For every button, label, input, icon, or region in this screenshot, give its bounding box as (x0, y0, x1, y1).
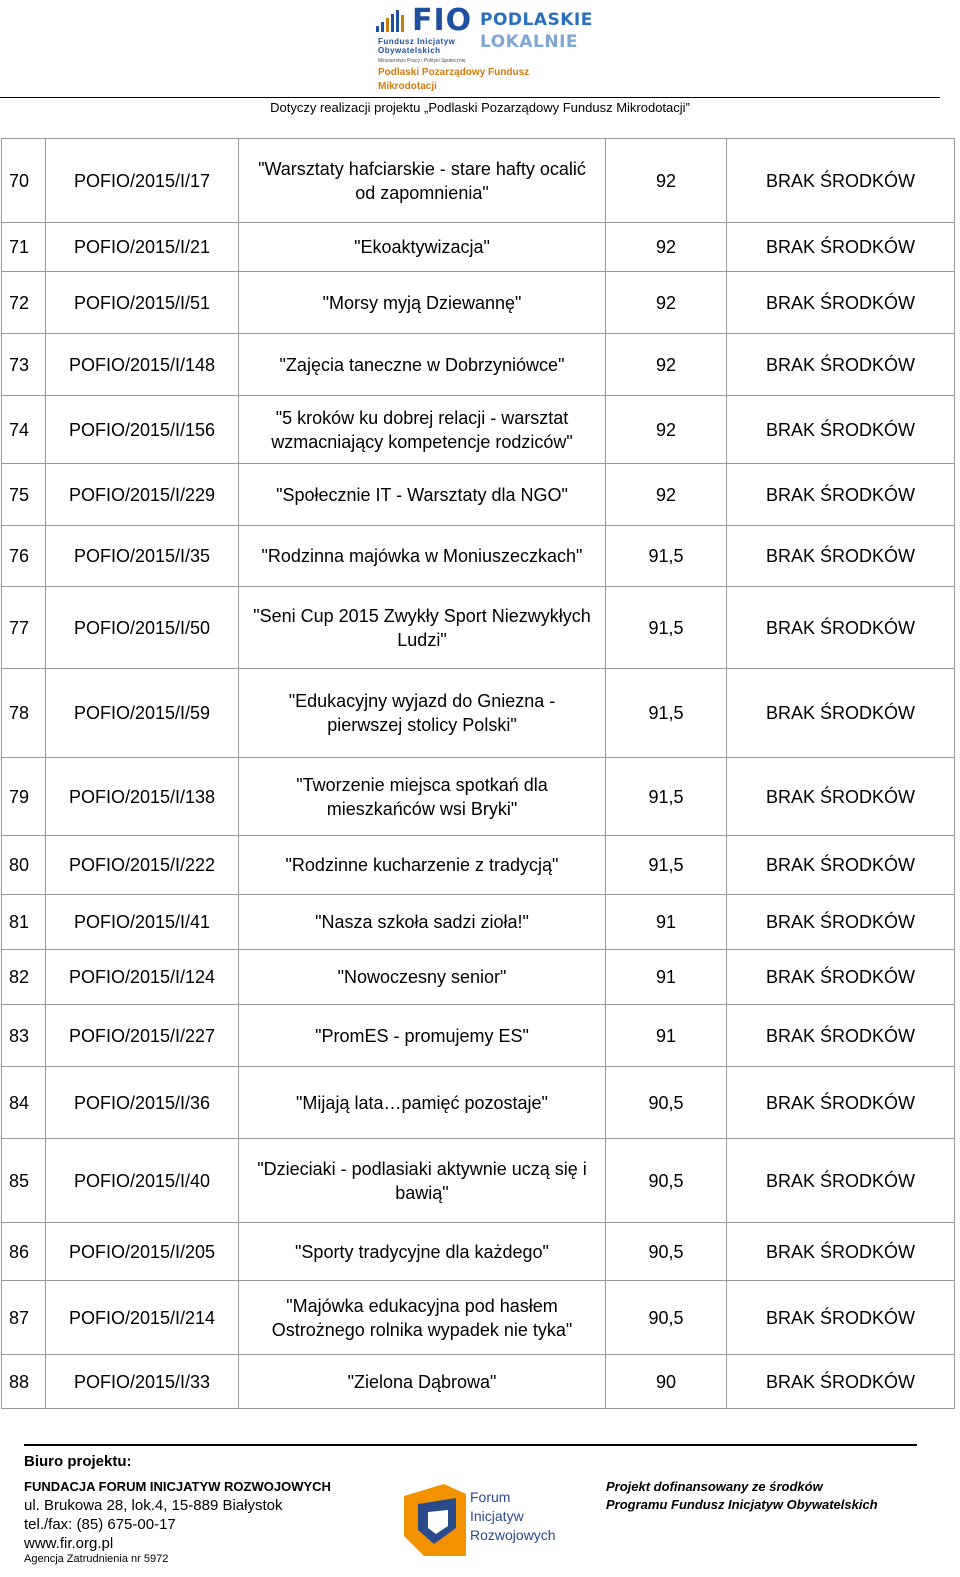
project-title-cell: "PromES - promujemy ES" (239, 1005, 606, 1067)
fir-logo-text (470, 1488, 556, 1545)
score-cell: 91,5 (606, 526, 727, 587)
row-number-cell: 84 (2, 1067, 46, 1139)
fir-logo-line3: Rozwojowych (470, 1527, 556, 1543)
application-id-cell: POFIO/2015/I/214 (46, 1281, 239, 1355)
status-cell: BRAK ŚRODKÓW (727, 1139, 955, 1223)
application-id-cell: POFIO/2015/I/35 (46, 526, 239, 587)
project-title-cell: "Zielona Dąbrowa" (239, 1355, 606, 1409)
status-cell: BRAK ŚRODKÓW (727, 1067, 955, 1139)
fir-logo-line1: Forum (470, 1489, 511, 1505)
score-cell: 92 (606, 272, 727, 334)
application-id-cell: POFIO/2015/I/41 (46, 895, 239, 950)
application-id-cell: POFIO/2015/I/21 (46, 223, 239, 272)
table-row (2, 223, 955, 272)
table-row (2, 1067, 955, 1139)
status-cell: BRAK ŚRODKÓW (727, 1281, 955, 1355)
table-row (2, 139, 955, 223)
table-row (2, 1223, 955, 1281)
score-cell: 90,5 (606, 1067, 727, 1139)
table-row (2, 669, 955, 758)
application-id-cell: POFIO/2015/I/148 (46, 334, 239, 396)
table-row (2, 758, 955, 836)
row-number-cell: 81 (2, 895, 46, 950)
footer-divider (24, 1444, 917, 1446)
status-cell: BRAK ŚRODKÓW (727, 334, 955, 396)
application-id-cell: POFIO/2015/I/138 (46, 758, 239, 836)
project-title-cell: "Zajęcia taneczne w Dobrzyniówce" (239, 334, 606, 396)
score-cell: 92 (606, 223, 727, 272)
status-cell: BRAK ŚRODKÓW (727, 223, 955, 272)
application-id-cell: POFIO/2015/I/156 (46, 396, 239, 464)
project-title-cell: "Rodzinne kucharzenie z tradycją" (239, 836, 606, 895)
status-cell: BRAK ŚRODKÓW (727, 669, 955, 758)
score-cell: 91,5 (606, 758, 727, 836)
project-title-cell: "Dzieciaki - podlasiaki aktywnie uczą się i bawią" (239, 1139, 606, 1223)
footer-project-line2: Programu Fundusz Inicjatyw Obywatelskich (606, 1497, 878, 1512)
table-row (2, 526, 955, 587)
score-cell: 91,5 (606, 669, 727, 758)
row-number-cell: 74 (2, 396, 46, 464)
project-title-cell: "Morsy myją Dziewannę" (239, 272, 606, 334)
score-cell: 91 (606, 950, 727, 1005)
application-id-cell: POFIO/2015/I/36 (46, 1067, 239, 1139)
project-title-cell: "Nowoczesny senior" (239, 950, 606, 1005)
project-title-cell: "Majówka edukacyjna pod hasłem Ostrożnego rolnika wypadek nie tyka" (239, 1281, 606, 1355)
logo-podlaskie-text: PODLASKIE (480, 10, 593, 30)
row-number-cell: 80 (2, 836, 46, 895)
row-number-cell: 88 (2, 1355, 46, 1409)
project-title-cell: "5 kroków ku dobrej relacji - warsztat wzmacniający kompetencje rodziców" (239, 396, 606, 464)
application-id-cell: POFIO/2015/I/229 (46, 464, 239, 526)
application-id-cell: POFIO/2015/I/33 (46, 1355, 239, 1409)
row-number-cell: 70 (2, 139, 46, 223)
application-id-cell: POFIO/2015/I/227 (46, 1005, 239, 1067)
row-number-cell: 76 (2, 526, 46, 587)
project-title-cell: "Rodzinna majówka w Moniuszeczkach" (239, 526, 606, 587)
table-row (2, 1355, 955, 1409)
signal-bars-icon (376, 10, 410, 32)
application-id-cell: POFIO/2015/I/50 (46, 587, 239, 669)
table-row (2, 334, 955, 396)
fir-emblem-icon (404, 1484, 466, 1556)
application-id-cell: POFIO/2015/I/124 (46, 950, 239, 1005)
application-id-cell: POFIO/2015/I/40 (46, 1139, 239, 1223)
project-title-cell: "Ekoaktywizacja" (239, 223, 606, 272)
status-cell: BRAK ŚRODKÓW (727, 1005, 955, 1067)
logo-tagline: Podlaski Pozarządowy Fundusz Mikrodotacji (378, 67, 530, 92)
project-title-cell: "Nasza szkoła sadzi zioła!" (239, 895, 606, 950)
footer-office-heading: Biuro projektu: (24, 1453, 132, 1470)
table-row (2, 895, 955, 950)
row-number-cell: 72 (2, 272, 46, 334)
score-cell: 91,5 (606, 587, 727, 669)
row-number-cell: 77 (2, 587, 46, 669)
project-title-cell: "Społecznie IT - Warsztaty dla NGO" (239, 464, 606, 526)
application-id-cell: POFIO/2015/I/51 (46, 272, 239, 334)
score-cell: 92 (606, 334, 727, 396)
score-cell: 91,5 (606, 836, 727, 895)
status-cell: BRAK ŚRODKÓW (727, 1223, 955, 1281)
header-divider (0, 97, 940, 98)
logo-lokalnie-text: LOKALNIE (480, 32, 579, 52)
application-id-cell: POFIO/2015/I/205 (46, 1223, 239, 1281)
table-row (2, 396, 955, 464)
logo-subtitle: Fundusz Inicjatyw Obywatelskich (378, 37, 456, 55)
table-row (2, 1281, 955, 1355)
application-id-cell: POFIO/2015/I/222 (46, 836, 239, 895)
project-title-cell: "Mijają lata…pamięć pozostaje" (239, 1067, 606, 1139)
project-title-cell: "Sporty tradycyjne dla każdego" (239, 1223, 606, 1281)
application-id-cell: POFIO/2015/I/59 (46, 669, 239, 758)
status-cell: BRAK ŚRODKÓW (727, 895, 955, 950)
status-cell: BRAK ŚRODKÓW (727, 464, 955, 526)
footer-phone: tel./fax: (85) 675-00-17 (24, 1516, 176, 1533)
status-cell: BRAK ŚRODKÓW (727, 587, 955, 669)
status-cell: BRAK ŚRODKÓW (727, 272, 955, 334)
score-cell: 92 (606, 139, 727, 223)
status-cell: BRAK ŚRODKÓW (727, 1355, 955, 1409)
status-cell: BRAK ŚRODKÓW (727, 950, 955, 1005)
project-title-cell: "Tworzenie miejsca spotkań dla mieszkańców wsi Bryki" (239, 758, 606, 836)
row-number-cell: 83 (2, 1005, 46, 1067)
row-number-cell: 79 (2, 758, 46, 836)
score-cell: 92 (606, 396, 727, 464)
footer-agency: Agencja Zatrudnienia nr 5972 (24, 1553, 169, 1565)
row-number-cell: 87 (2, 1281, 46, 1355)
row-number-cell: 71 (2, 223, 46, 272)
score-cell: 90,5 (606, 1281, 727, 1355)
header-caption: Dotyczy realizacji projektu „Podlaski Pozarządowy Fundusz Mikrodotacji” (270, 100, 690, 115)
row-number-cell: 73 (2, 334, 46, 396)
application-id-cell: POFIO/2015/I/17 (46, 139, 239, 223)
row-number-cell: 75 (2, 464, 46, 526)
fir-logo (404, 1484, 554, 1556)
table-row (2, 464, 955, 526)
score-cell: 90 (606, 1355, 727, 1409)
row-number-cell: 82 (2, 950, 46, 1005)
table-row (2, 950, 955, 1005)
footer-organization: FUNDACJA FORUM INICJATYW ROZWOJOWYCH (24, 1479, 331, 1494)
table-row (2, 1139, 955, 1223)
status-cell: BRAK ŚRODKÓW (727, 396, 955, 464)
status-cell: BRAK ŚRODKÓW (727, 758, 955, 836)
status-cell: BRAK ŚRODKÓW (727, 139, 955, 223)
results-table (1, 138, 955, 1409)
project-title-cell: "Edukacyjny wyjazd do Gniezna - pierwszej stolicy Polski" (239, 669, 606, 758)
fio-podlaskie-logo (376, 3, 593, 92)
score-cell: 90,5 (606, 1139, 727, 1223)
score-cell: 91 (606, 895, 727, 950)
logo-fio-text: FIO (412, 3, 473, 38)
footer-project-line1: Projekt dofinansowany ze środków (606, 1479, 823, 1494)
status-cell: BRAK ŚRODKÓW (727, 836, 955, 895)
table-row (2, 1005, 955, 1067)
score-cell: 90,5 (606, 1223, 727, 1281)
table-row (2, 836, 955, 895)
score-cell: 92 (606, 464, 727, 526)
table-row (2, 272, 955, 334)
table-row (2, 587, 955, 669)
logo-ministry-text: Ministerstwo Pracy i Polityki Społecznej (378, 58, 466, 64)
score-cell: 91 (606, 1005, 727, 1067)
row-number-cell: 86 (2, 1223, 46, 1281)
row-number-cell: 85 (2, 1139, 46, 1223)
status-cell: BRAK ŚRODKÓW (727, 526, 955, 587)
project-title-cell: "Warsztaty hafciarskie - stare hafty ocalić od zapomnienia" (239, 139, 606, 223)
fir-logo-line2: Inicjatyw (470, 1508, 524, 1524)
footer-address: ul. Brukowa 28, lok.4, 15-889 Białystok (24, 1497, 283, 1514)
project-title-cell: "Seni Cup 2015 Zwykły Sport Niezwykłych Ludzi" (239, 587, 606, 669)
row-number-cell: 78 (2, 669, 46, 758)
footer-website-link[interactable]: www.fir.org.pl (24, 1535, 114, 1552)
